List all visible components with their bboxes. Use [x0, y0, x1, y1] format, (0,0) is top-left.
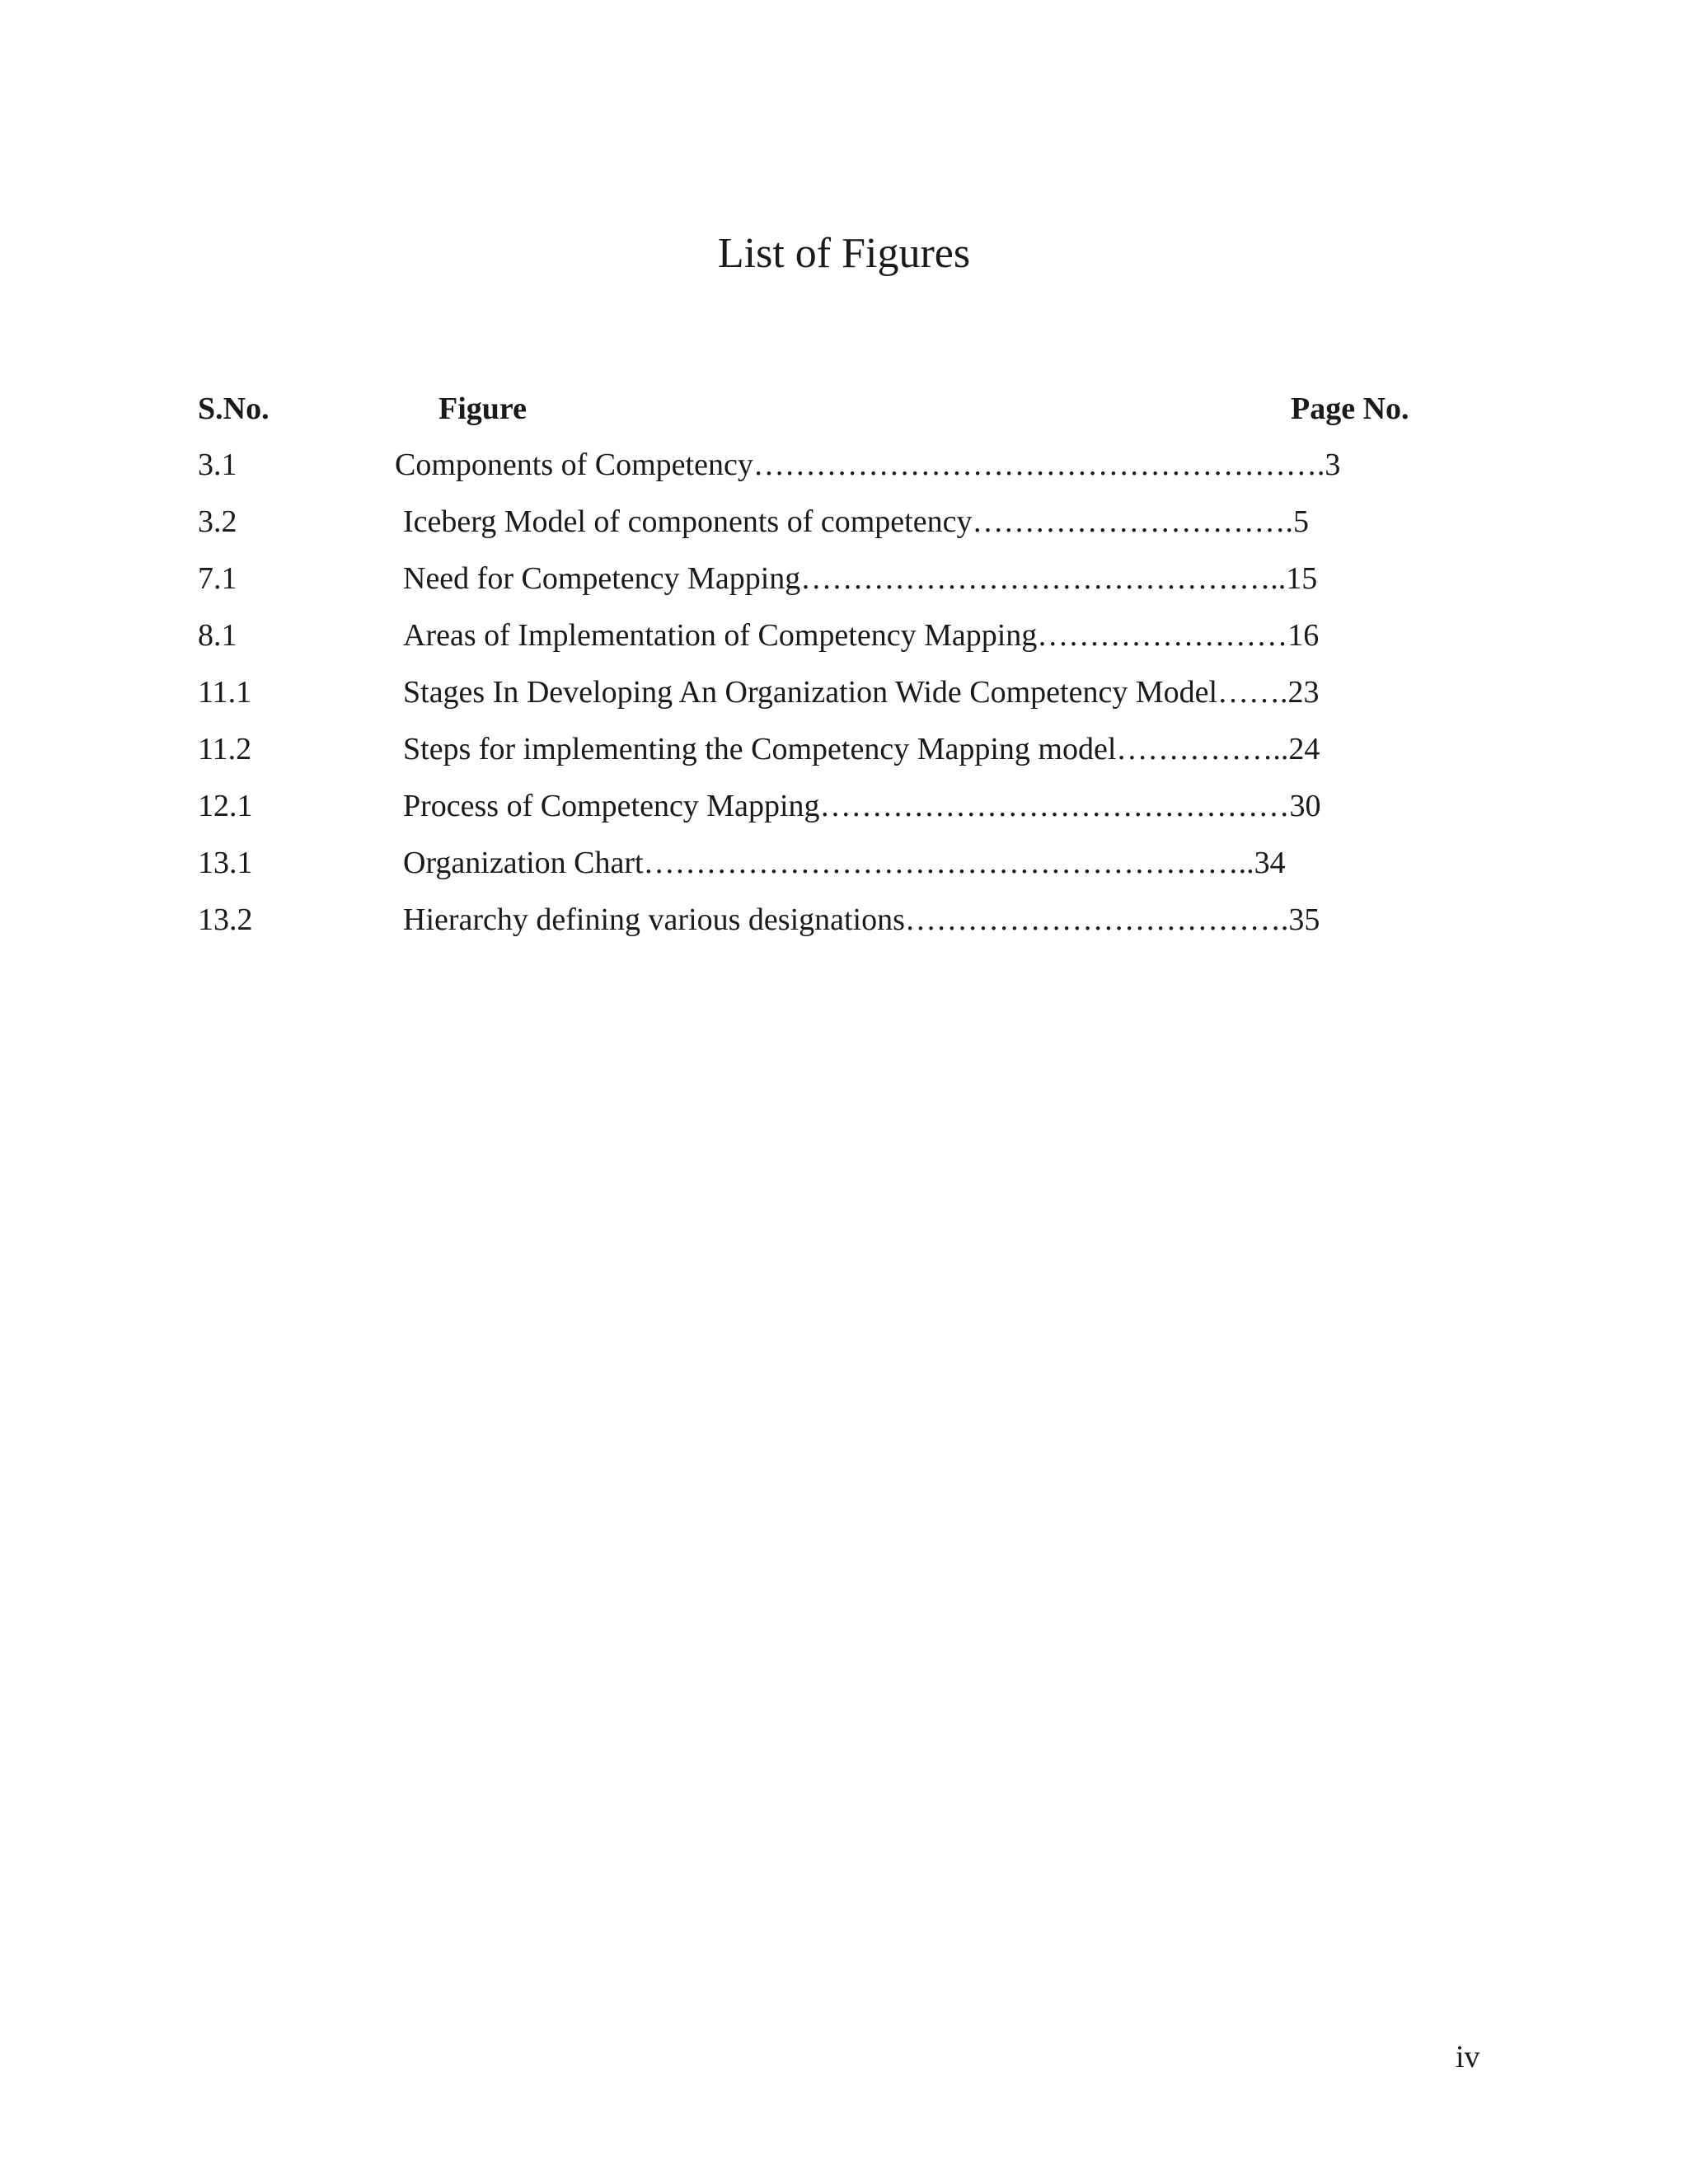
- entry-number: 3.2: [198, 504, 237, 539]
- entry-number: 11.1: [198, 675, 252, 710]
- entry-title: Need for Competency Mapping………………………………………..15: [403, 561, 1318, 596]
- list-item: [0, 504, 1688, 560]
- entry-title: Steps for implementing the Competency Mapping model……………..24: [403, 732, 1320, 766]
- table-header: [0, 391, 1688, 427]
- list-item: [0, 788, 1688, 845]
- list-item: [0, 674, 1688, 731]
- entry-number: 13.1: [198, 846, 253, 880]
- page-number: iv: [1456, 2040, 1480, 2074]
- entry-number: 3.1: [198, 448, 237, 482]
- entry-number: 11.2: [198, 732, 252, 766]
- page-column-header: Page No.: [1291, 391, 1409, 426]
- list-item: [0, 845, 1688, 902]
- figures-list: [0, 447, 1688, 958]
- list-item: [0, 617, 1688, 674]
- list-item: [0, 560, 1688, 617]
- list-item: [0, 731, 1688, 788]
- entry-title: Stages In Developing An Organization Wide Competency Model…….23: [403, 675, 1320, 710]
- entry-number: 8.1: [198, 618, 237, 653]
- list-item: [0, 447, 1688, 504]
- list-item: [0, 902, 1688, 958]
- entry-number: 12.1: [198, 789, 253, 823]
- page-title: List of Figures: [717, 230, 971, 277]
- entry-number: 13.2: [198, 902, 253, 937]
- entry-number: 7.1: [198, 561, 237, 596]
- sno-column-header: S.No.: [198, 391, 270, 426]
- entry-title: Areas of Implementation of Competency Mapping……………………16: [403, 618, 1320, 653]
- entry-title: Iceberg Model of components of competency………………………….5: [403, 504, 1309, 539]
- entry-title: Hierarchy defining various designations……………………………….35: [403, 902, 1320, 937]
- entry-title: Components of Competency……………………………………………….3: [395, 448, 1341, 482]
- entry-title: Organization Chart…………………………………………………..34: [403, 846, 1286, 880]
- figure-column-header: Figure: [438, 391, 527, 426]
- entry-title: Process of Competency Mapping………………………………………30: [403, 789, 1321, 823]
